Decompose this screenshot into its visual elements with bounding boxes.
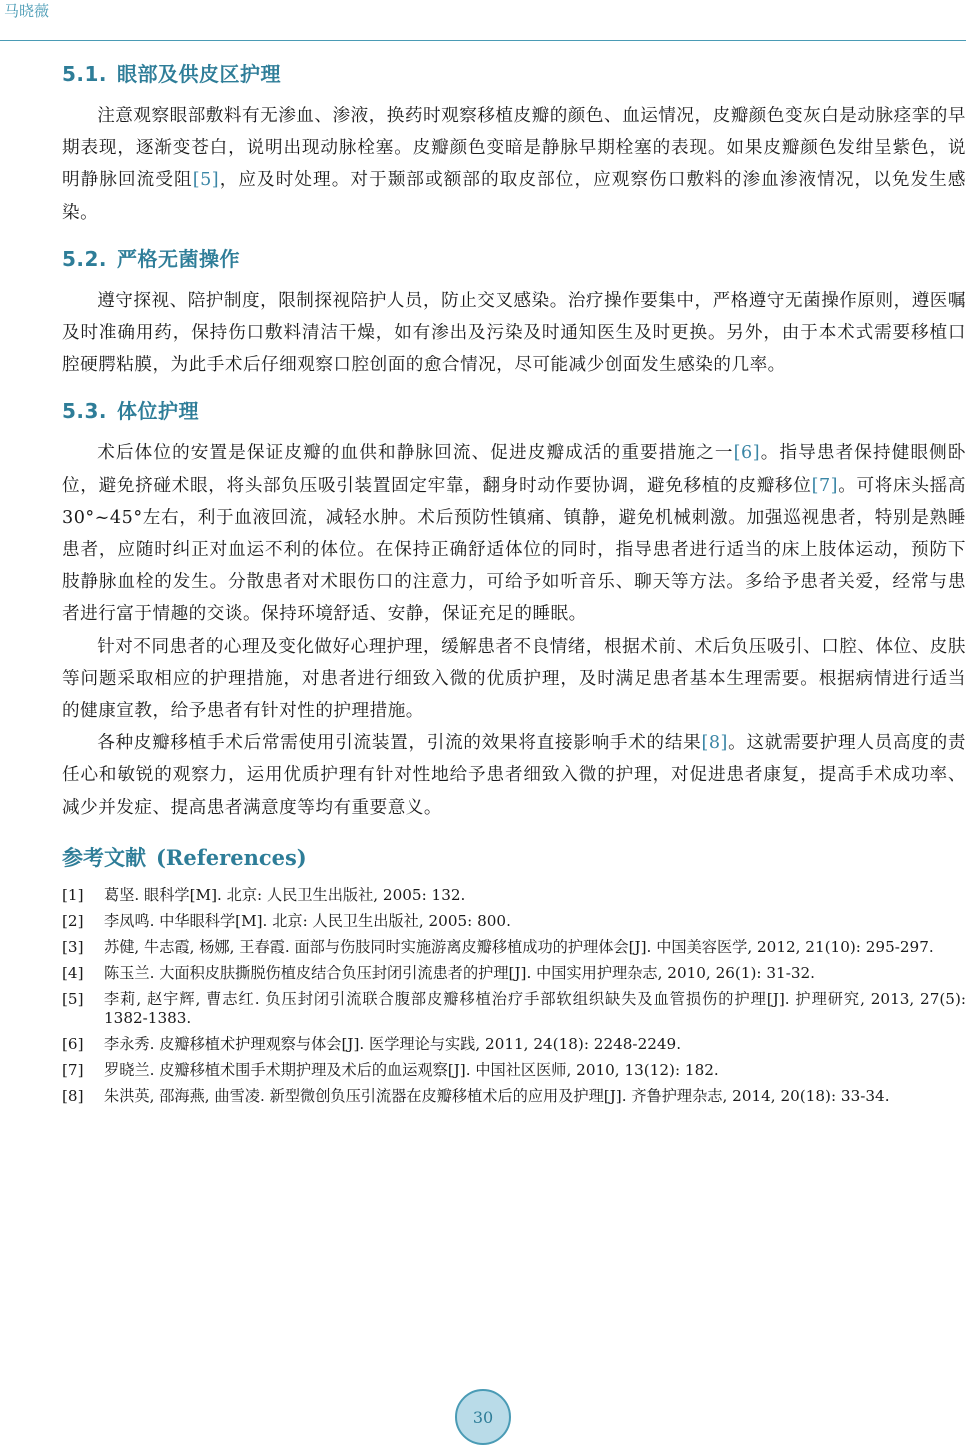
reference-item: [62, 1061, 966, 1080]
reference-item: [62, 1087, 966, 1106]
reference-item: [62, 990, 966, 1028]
header-author: 马晓薇: [4, 2, 50, 20]
reference-text: 李凤鸣. 中华眼科学[M]. 北京: 人民卫生出版社, 2005: 800.: [104, 911, 511, 930]
paragraph-text: 。指导患者保持健眼侧卧位，避免挤碰术眼，将头部负压吸引装置固定牢靠，翻身时动作要协调，避免移植的皮瓣移位: [62, 443, 966, 496]
reference-text: 苏健, 牛志霞, 杨娜, 王春霞. 面部与伤肢同时实施游离皮瓣移植成功的护理体会[J]. 中国美容医学, 2012, 21(10): 295-297.: [104, 937, 934, 956]
reference-item: [62, 964, 966, 983]
paragraph-text: 。可将床头摇高 30°~45°左右，利于血液回流，减轻水肿。术后预防性镇痛、镇静，避免机械刺激。加强巡视患者，特别是熟睡患者，应随时纠正对血运不利的体位。在保持正确舒适体位的同时，指导患者进行适当的床上肢体运动，预防下肢静脉血栓的发生。分散患者对术眼伤口的注意力，可给予如听音乐、聊天等方法。多给予患者关爱，经常与患者进行富于情趣的交谈。保持环境舒适、安静，保证充足的睡眠。: [62, 475, 966, 625]
section-title: 体位护理: [117, 399, 200, 424]
paragraph: [62, 631, 966, 728]
reference-index: [5]: [62, 989, 84, 1008]
paragraph: [62, 727, 966, 824]
reference-index: [1]: [62, 885, 84, 904]
paragraph: [62, 285, 966, 382]
reference-text: 李永秀. 皮瓣移植术护理观察与体会[J]. 医学理论与实践, 2011, 24(18): 2248-2249.: [104, 1034, 682, 1053]
citation-link[interactable]: [6]: [733, 443, 761, 464]
reference-item: [62, 938, 966, 957]
paragraph-text: 针对不同患者的心理及变化做好心理护理，缓解患者不良情绪，根据术前、术后负压吸引、口腔、体位、皮肤等问题采取相应的护理措施，对患者进行细致入微的优质护理，及时满足患者基本生理需要。根据病情进行适当的健康宣教，给予患者有针对性的护理措施。: [62, 636, 966, 722]
reference-index: [7]: [62, 1060, 84, 1079]
references-title-en: (References): [156, 844, 307, 870]
section-title: 眼部及供皮区护理: [117, 62, 282, 86]
paragraph: [62, 437, 966, 630]
reference-text: 陈玉兰. 大面积皮肤撕脱伤植皮结合负压封闭引流患者的护理[J]. 中国实用护理杂志, 2010, 26(1): 31-32.: [104, 963, 815, 982]
paragraph-text: 。这就需要护理人员高度的责任心和敏锐的观察力，运用优质护理有针对性地给予患者细致入微的护理，对促进患者康复，提高手术成功率、减少并发症、提高患者满意度等均有重要意义。: [62, 733, 966, 818]
citation-link[interactable]: [5]: [192, 170, 220, 191]
paragraph-text: 术后体位的安置是保证皮瓣的血供和静脉回流、促进皮瓣成活的重要措施之一: [97, 443, 734, 464]
section-title: 严格无菌操作: [117, 246, 241, 271]
page-number: 30: [472, 1407, 494, 1427]
section-heading: [62, 58, 966, 90]
reference-index: [6]: [62, 1034, 84, 1053]
reference-item: [62, 912, 966, 931]
paragraph: [62, 100, 966, 229]
reference-text: 罗晓兰. 皮瓣移植术围手术期护理及术后的血运观察[J]. 中国社区医师, 2010, 13(12): 182.: [104, 1060, 719, 1079]
section-number: 5.3.: [62, 399, 108, 424]
section-number: 5.2.: [62, 246, 108, 271]
reference-text: 葛坚. 眼科学[M]. 北京: 人民卫生出版社, 2005: 132.: [104, 885, 466, 904]
section-number: 5.1.: [62, 62, 108, 86]
reference-text: 李莉, 赵宇辉, 曹志红. 负压封闭引流联合腹部皮瓣移植治疗手部软组织缺失及血管损伤的护理[J]. 护理研究, 2013, 27(5): 1382-1383.: [104, 989, 966, 1027]
paragraph-text: 各种皮瓣移植手术后常需使用引流装置，引流的效果将直接影响手术的结果: [97, 733, 702, 754]
references-title-cn: 参考文献: [62, 845, 146, 870]
reference-text: 朱洪英, 邵海燕, 曲雪凌. 新型微创负压引流器在皮瓣移植术后的应用及护理[J]. 齐鲁护理杂志, 2014, 20(18): 33-34.: [104, 1086, 890, 1105]
reference-index: [2]: [62, 911, 84, 930]
section-heading: [62, 395, 966, 427]
reference-index: [4]: [62, 963, 84, 982]
reference-item: [62, 1035, 966, 1054]
page-number-badge: [455, 1389, 511, 1445]
article-body: [62, 54, 966, 1113]
paragraph-text: 遵守探视、陪护制度，限制探视陪护人员，防止交叉感染。治疗操作要集中，严格遵守无菌操作原则，遵医嘱及时准确用药，保持伤口敷料清洁干燥，如有渗出及污染及时通知医生及时更换。另外，由于本术式需要移植口腔硬腭粘膜，为此手术后仔细观察口腔创面的愈合情况，尽可能减少创面发生感染的几率。: [62, 290, 966, 376]
paragraph-text: ，应及时处理。对于颞部或额部的取皮部位，应观察伤口敷料的渗血渗液情况，以免发生感染。: [62, 170, 966, 223]
reference-item: [62, 886, 966, 905]
references-heading: [62, 840, 966, 876]
reference-index: [3]: [62, 937, 84, 956]
reference-index: [8]: [62, 1086, 84, 1105]
citation-link[interactable]: [8]: [701, 733, 728, 754]
header-divider: [0, 40, 966, 41]
reference-list: [62, 886, 966, 1106]
citation-link[interactable]: [7]: [811, 475, 838, 496]
paragraph-text: 注意观察眼部敷料有无渗血、渗液，换药时观察移植皮瓣的颜色、血运情况，皮瓣颜色变灰白是动脉痉挛的早期表现，逐渐变苍白，说明出现动脉栓塞。皮瓣颜色变暗是静脉早期栓塞的表现。如果皮瓣颜色发绀呈紫色，说明静脉回流受阻: [62, 106, 966, 191]
section-heading: [62, 243, 966, 275]
